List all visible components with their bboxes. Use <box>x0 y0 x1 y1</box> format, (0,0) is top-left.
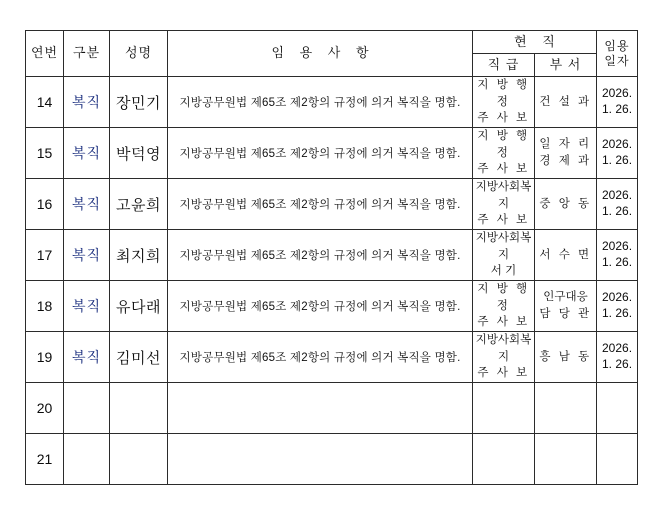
row-gubun: 복직 <box>64 77 110 128</box>
row-gubun <box>64 383 110 434</box>
header-current-position-group: 현 직 <box>473 31 597 54</box>
row-detail: 지방공무원법 제65조 제2항의 규정에 의거 복직을 명함. <box>168 332 473 383</box>
row-name <box>110 383 168 434</box>
row-dept-line1: 건 설 과 <box>539 95 592 108</box>
row-date-line1: 2026. <box>602 188 633 203</box>
row-date-line2: 1. 26. <box>602 357 633 372</box>
table-row <box>26 332 638 383</box>
row-date-line2: 1. 26. <box>602 204 633 219</box>
row-date-line2: 1. 26. <box>602 306 633 321</box>
row-name: 김미선 <box>110 332 168 383</box>
row-rank-line1: 지방사회복지 <box>475 232 532 261</box>
row-dept <box>535 77 597 128</box>
row-name <box>110 434 168 485</box>
row-date-line2: 1. 26. <box>602 102 633 116</box>
row-rank <box>473 383 535 434</box>
row-detail: 지방공무원법 제65조 제2항의 규정에 의거 복직을 명함. <box>168 128 473 179</box>
row-detail <box>168 434 473 485</box>
row-name: 박덕영 <box>110 128 168 179</box>
row-gubun: 복직 <box>64 281 110 332</box>
row-date <box>597 77 638 128</box>
row-no: 17 <box>26 230 64 281</box>
row-dept-line1: 흥 남 동 <box>539 350 592 363</box>
header-no: 연번 <box>26 31 64 77</box>
row-rank-line2: 서 기 <box>490 265 517 278</box>
table-row <box>26 77 638 128</box>
row-date-line2: 1. 26. <box>602 255 633 270</box>
row-detail <box>168 383 473 434</box>
row-dept <box>535 179 597 230</box>
row-date-line1: 2026. <box>602 290 633 305</box>
row-rank-line1: 지 방 행 정 <box>477 130 530 159</box>
header-name: 성명 <box>110 31 168 77</box>
row-dept <box>535 383 597 434</box>
row-rank-line2: 주 사 보 <box>477 214 530 227</box>
row-no: 21 <box>26 434 64 485</box>
table-row <box>26 434 638 485</box>
row-dept-line1: 인구대응 <box>543 291 588 304</box>
row-dept-line1: 중 앙 동 <box>539 197 592 210</box>
row-date <box>597 332 638 383</box>
header-dept: 부 서 <box>535 54 597 77</box>
row-rank-line2: 주 사 보 <box>477 367 530 380</box>
row-rank-line1: 지방사회복지 <box>475 181 532 210</box>
row-dept <box>535 434 597 485</box>
row-rank-line2: 주 사 보 <box>477 163 530 176</box>
row-date <box>597 383 638 434</box>
row-rank <box>473 77 535 128</box>
row-detail: 지방공무원법 제65조 제2항의 규정에 의거 복직을 명함. <box>168 77 473 128</box>
row-dept <box>535 332 597 383</box>
row-no: 14 <box>26 77 64 128</box>
row-rank <box>473 434 535 485</box>
row-detail: 지방공무원법 제65조 제2항의 규정에 의거 복직을 명함. <box>168 230 473 281</box>
row-date <box>597 434 638 485</box>
row-date-line1: 2026. <box>602 239 633 254</box>
table-row <box>26 128 638 179</box>
row-date-line1: 2026. <box>602 341 633 356</box>
row-date <box>597 128 638 179</box>
row-detail: 지방공무원법 제65조 제2항의 규정에 의거 복직을 명함. <box>168 281 473 332</box>
row-detail: 지방공무원법 제65조 제2항의 규정에 의거 복직을 명함. <box>168 179 473 230</box>
row-name: 장민기 <box>110 77 168 128</box>
header-rank: 직 급 <box>473 54 535 77</box>
row-dept-line2: 경 제 과 <box>539 155 592 168</box>
row-no: 20 <box>26 383 64 434</box>
row-name: 고윤희 <box>110 179 168 230</box>
row-dept-line1: 서 수 면 <box>539 248 592 261</box>
table-header <box>26 31 638 77</box>
row-dept <box>535 128 597 179</box>
header-date-line2: 일자 <box>604 53 630 68</box>
row-gubun: 복직 <box>64 128 110 179</box>
row-rank <box>473 281 535 332</box>
row-rank <box>473 230 535 281</box>
table-row <box>26 179 638 230</box>
header-row-top <box>26 31 638 54</box>
row-rank-line1: 지방사회복지 <box>475 334 532 363</box>
row-rank <box>473 179 535 230</box>
row-date <box>597 230 638 281</box>
row-rank-line2: 주 사 보 <box>477 112 530 125</box>
row-gubun: 복직 <box>64 332 110 383</box>
row-rank <box>473 332 535 383</box>
row-gubun <box>64 434 110 485</box>
row-date <box>597 179 638 230</box>
row-gubun: 복직 <box>64 230 110 281</box>
row-no: 16 <box>26 179 64 230</box>
row-no: 19 <box>26 332 64 383</box>
header-gubun: 구분 <box>64 31 110 77</box>
row-rank-line1: 지 방 행 정 <box>477 79 530 108</box>
row-dept <box>535 230 597 281</box>
table-row <box>26 383 638 434</box>
row-no: 18 <box>26 281 64 332</box>
table-body <box>26 77 638 485</box>
header-appointment-date <box>597 31 638 77</box>
table-row <box>26 230 638 281</box>
row-dept <box>535 281 597 332</box>
appointment-table <box>25 30 638 485</box>
row-name: 최지희 <box>110 230 168 281</box>
table-row <box>26 281 638 332</box>
header-detail: 임 용 사 항 <box>168 31 473 77</box>
row-dept-line2: 담 당 관 <box>539 308 592 321</box>
row-date-line1: 2026. <box>602 86 633 101</box>
row-date <box>597 281 638 332</box>
row-rank <box>473 128 535 179</box>
header-date-line1: 임용 <box>604 38 630 53</box>
row-gubun: 복직 <box>64 179 110 230</box>
row-name: 유다래 <box>110 281 168 332</box>
row-date-line2: 1. 26. <box>602 153 633 168</box>
row-dept-line1: 일 자 리 <box>539 138 592 151</box>
row-rank-line2: 주 사 보 <box>477 316 530 329</box>
row-date-line1: 2026. <box>602 137 633 152</box>
row-no: 15 <box>26 128 64 179</box>
row-rank-line1: 지 방 행 정 <box>477 283 530 312</box>
